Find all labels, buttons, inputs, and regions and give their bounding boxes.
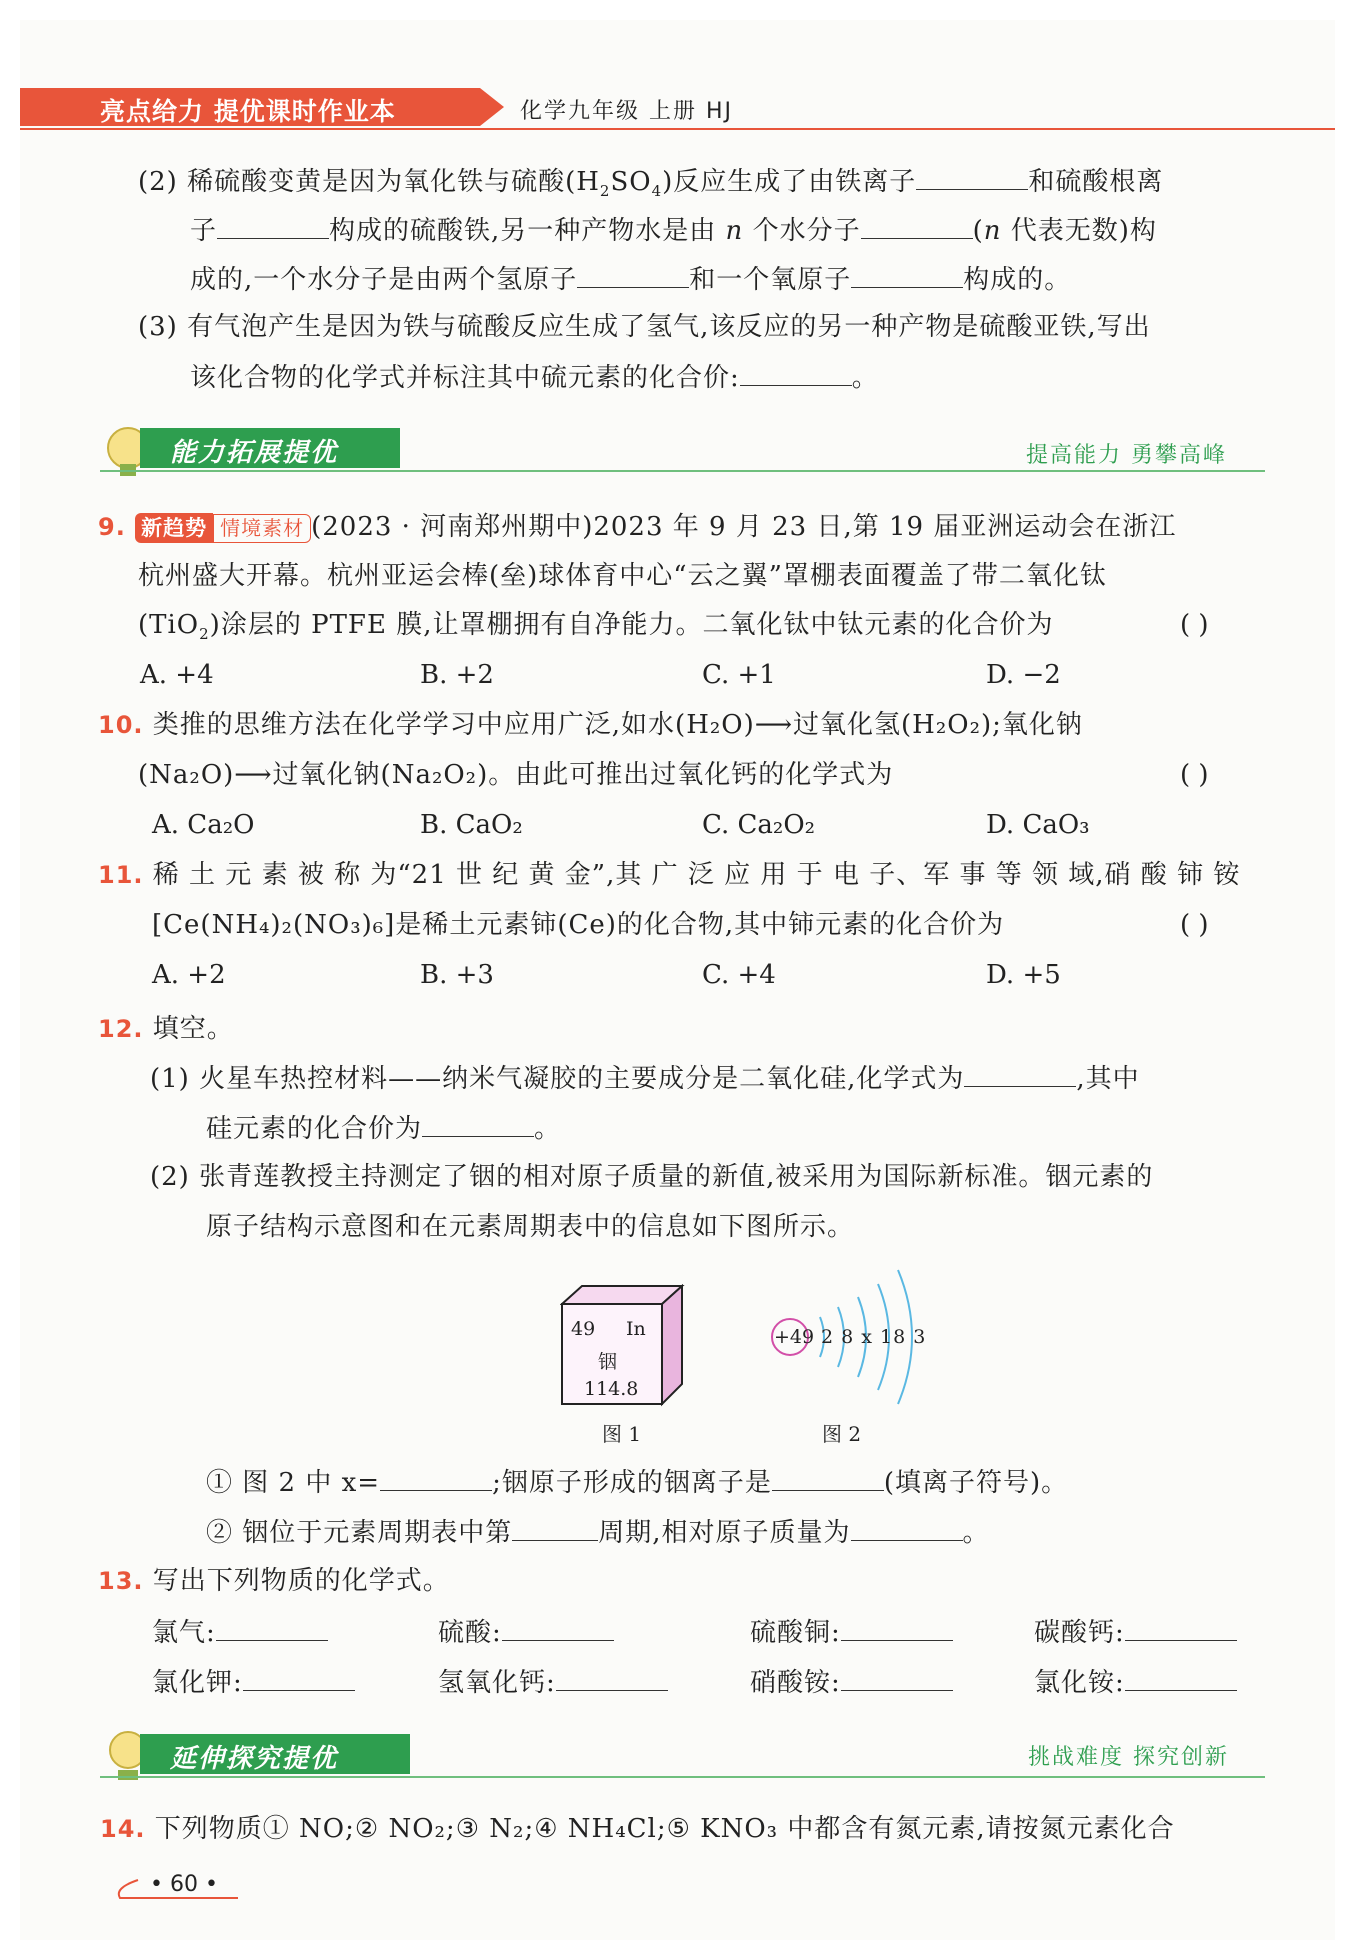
answer-blank[interactable] [772, 1464, 884, 1491]
answer-blank[interactable] [216, 1614, 328, 1641]
electron-shells: 2 8 x 18 3 [821, 1326, 927, 1348]
q13-item: 氯化钾: [152, 1664, 355, 1700]
answer-blank[interactable] [916, 163, 1028, 190]
figure2-caption: 图 2 [822, 1422, 862, 1446]
q13-item: 氢氧化钙: [438, 1664, 668, 1700]
section-slogan-explore: 挑战难度 探究创新 [1028, 1745, 1229, 1770]
answer-blank[interactable] [841, 1614, 953, 1641]
answer-blank[interactable] [556, 1664, 668, 1691]
header-subject: 化学九年级 上册 HJ [520, 99, 734, 124]
q14-line1: 14. 下列物质① NO;② NO₂;③ N₂;④ NH₄Cl;⑤ KNO₃ 中都含有氮元素,请按氮元素化合 [100, 1814, 1175, 1844]
answer-blank[interactable] [512, 1514, 598, 1541]
q10-option-d[interactable]: D. CaO₃ [986, 810, 1090, 840]
answer-blank[interactable] [740, 359, 852, 386]
element-mass: 114.8 [584, 1378, 639, 1400]
q13-item: 硫酸: [438, 1614, 614, 1650]
answer-blank[interactable] [1125, 1614, 1237, 1641]
q9-option-b[interactable]: B. +2 [420, 660, 494, 690]
element-symbol: In [626, 1318, 646, 1340]
q12-sub2: ② 铟位于元素周期表中第 周期,相对原子质量为 。 [206, 1514, 990, 1550]
q12-p1-line2: 硅元素的化合价为 。 [206, 1110, 561, 1146]
answer-blank[interactable] [577, 261, 689, 288]
section-banner-ability: 能力拓展提优 [140, 428, 400, 468]
element-number: 49 [571, 1318, 596, 1340]
header-brand: 亮点给力 提优课时作业本 [100, 97, 396, 126]
q9-option-c[interactable]: C. +1 [702, 660, 776, 690]
q11-line1: 11. 稀 土 元 素 被 称 为“21 世 纪 黄 金”,其 广 泛 应 用 于 电 子、军 事 等 领 域,硝 酸 铈 铵 [98, 860, 1241, 890]
q9-option-d[interactable]: D. −2 [986, 660, 1061, 690]
answer-blank[interactable] [380, 1464, 492, 1491]
q9-line1: 9. 新趋势 情境素材 (2023 · 河南郑州期中)2023 年 9 月 23 日,第 19 届亚洲运动会在浙江 [98, 512, 1177, 542]
figure1-caption: 图 1 [602, 1422, 642, 1446]
q11-option-c[interactable]: C. +4 [702, 960, 776, 990]
q12-p2-line1: (2) 张青莲教授主持测定了铟的相对原子质量的新值,被采用为国际新标准。铟元素的 [150, 1162, 1154, 1192]
tag-context: 情境素材 [213, 514, 311, 543]
q13-title: 13. 写出下列物质的化学式。 [98, 1566, 450, 1596]
answer-blank[interactable] [851, 1514, 963, 1541]
q9-option-a[interactable]: A. +4 [140, 660, 214, 690]
q11-option-d[interactable]: D. +5 [986, 960, 1061, 990]
q10-option-c[interactable]: C. Ca₂O₂ [702, 810, 816, 840]
answer-blank[interactable] [502, 1614, 614, 1641]
answer-blank[interactable] [1125, 1664, 1237, 1691]
section-slogan-ability: 提高能力 勇攀高峰 [1026, 443, 1227, 468]
element-name: 铟 [598, 1351, 618, 1373]
page-number: • 60 • [150, 1872, 218, 1897]
q10-line2: (Na₂O)⟶过氧化钠(Na₂O₂)。由此可推出过氧化钙的化学式为 [138, 760, 894, 790]
q13-item: 氯气: [152, 1614, 328, 1650]
q12-title: 12. 填空。 [98, 1014, 234, 1044]
q12-p1-line1: (1) 火星车热控材料——纳米气凝胶的主要成分是二氧化硅,化学式为 ,其中 [150, 1060, 1140, 1096]
answer-blank[interactable] [243, 1664, 355, 1691]
q9-line2: 杭州盛大开幕。杭州亚运会棒(垒)球体育中心“云之翼”罩棚表面覆盖了带二氧化钛 [138, 561, 1107, 591]
q9-line3: (TiO$_2$)涂层的 PTFE 膜,让罩棚拥有自净能力。二氧化钛中钛元素的化合价为 [138, 610, 1054, 644]
answer-blank[interactable] [851, 261, 963, 288]
q8-p3-line2: 该化合物的化学式并标注其中硫元素的化合价: 。 [190, 359, 879, 395]
answer-blank[interactable] [841, 1664, 953, 1691]
q12-sub1: ① 图 2 中 x= ;铟原子形成的铟离子是 (填离子符号)。 [206, 1464, 1068, 1500]
q8-p2-line2: 子 构成的硫酸铁,另一种产物水是由 n 个水分子 (n 代表无数)构 [190, 212, 1157, 248]
q10-answer-paren[interactable]: ( ) [1180, 760, 1209, 790]
q13-item: 硫酸铜: [750, 1614, 953, 1650]
q11-option-a[interactable]: A. +2 [152, 960, 226, 990]
q11-option-b[interactable]: B. +3 [420, 960, 494, 990]
q8-p3-line1: (3) 有气泡产生是因为铁与硫酸反应生成了氢气,该反应的另一种产物是硫酸亚铁,写出 [138, 312, 1151, 342]
q12-p2-line2: 原子结构示意图和在元素周期表中的信息如下图所示。 [206, 1212, 855, 1242]
tag-new-trend: 新趋势 [135, 513, 213, 543]
section-banner-explore: 延伸探究提优 [140, 1734, 410, 1774]
q8-p2-line1: (2) 稀硫酸变黄是因为氧化铁与硫酸$(H_2SO_4)$反应生成了由铁离子 和硫酸根离 [138, 163, 1163, 208]
answer-blank[interactable] [964, 1060, 1076, 1087]
q10-line1: 10. 类推的思维方法在化学学习中应用广泛,如水(H₂O)⟶过氧化氢(H₂O₂);氧化钠 [98, 710, 1083, 740]
q11-line2: [Ce(NH₄)₂(NO₃)₆]是稀土元素铈(Ce)的化合物,其中铈元素的化合价为 [152, 910, 1005, 940]
q13-item: 氯化铵: [1034, 1664, 1237, 1700]
nucleus-charge: +49 [774, 1326, 815, 1348]
q8-p2-line3: 成的,一个水分子是由两个氢原子 和一个氧原子 构成的。 [190, 261, 1071, 297]
answer-blank[interactable] [861, 212, 973, 239]
q10-option-b[interactable]: B. CaO₂ [420, 810, 523, 840]
q11-answer-paren[interactable]: ( ) [1180, 910, 1209, 940]
q13-item: 硝酸铵: [750, 1664, 953, 1700]
header-rule [20, 128, 1335, 130]
section-rule [100, 470, 1265, 472]
answer-blank[interactable] [217, 212, 329, 239]
q10-option-a[interactable]: A. Ca₂O [152, 810, 255, 840]
q13-item: 碳酸钙: [1034, 1614, 1237, 1650]
answer-blank[interactable] [422, 1110, 534, 1137]
section-rule [100, 1776, 1265, 1778]
q9-answer-paren[interactable]: ( ) [1180, 610, 1209, 640]
